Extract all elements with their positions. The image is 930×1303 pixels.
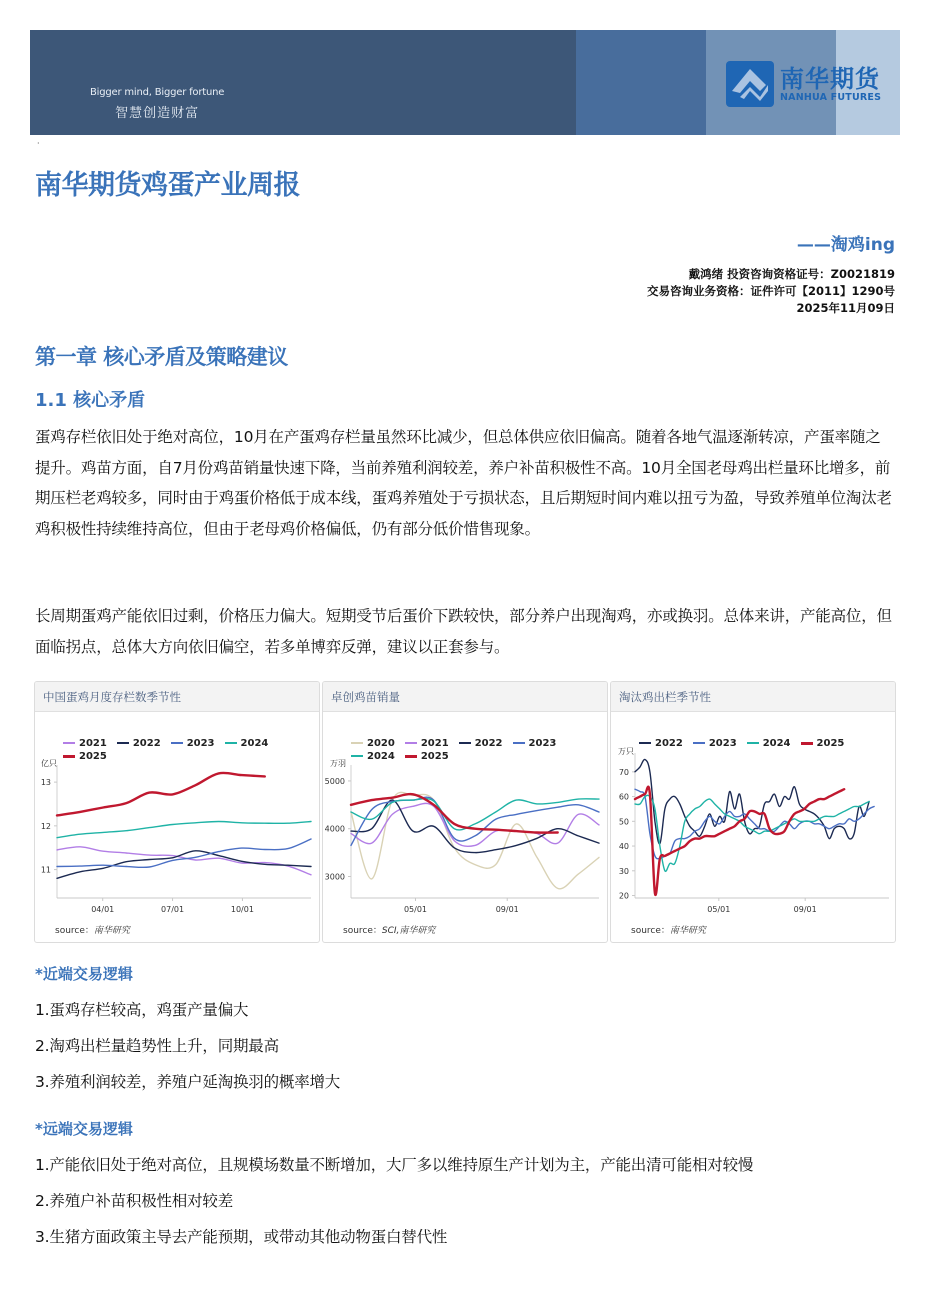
svg-text:5000: 5000 (324, 776, 345, 786)
chart-title: 淘汰鸡出栏季节性 (611, 682, 895, 712)
legend-item-2023: 2023 (171, 737, 215, 750)
legend-item-2022: 2022 (117, 737, 161, 750)
author-line: 戴鸿绪 投资咨询资格证号：Z0021819 (688, 267, 895, 281)
far-logic-item: 1.产能依旧处于绝对高位，且规模场数量不断增加，大厂多以维持原生产计划为主，产能出清可能相对较慢 (35, 1156, 754, 1174)
svg-text:07/01: 07/01 (161, 905, 185, 914)
legend-item-2020: 2020 (351, 737, 395, 750)
legend-item-2021: 2021 (63, 737, 107, 750)
svg-text:09/01: 09/01 (495, 905, 519, 914)
y-axis-unit: 万只 (618, 747, 634, 756)
legend-item-2025: 2025 (801, 737, 845, 750)
svg-text:3000: 3000 (324, 872, 345, 882)
chart-chick-sales (322, 681, 608, 943)
near-logic-item: 3.养殖利润较差，养殖户延淘换羽的概率增大 (35, 1073, 341, 1091)
legend-item-2024: 2024 (351, 750, 395, 763)
logo-text-en: NANHUA FUTURES (780, 91, 882, 103)
chart-source: source：南华研究 (55, 926, 130, 936)
chart-culled-hens (610, 681, 896, 943)
svg-text:30: 30 (618, 866, 629, 876)
chart-layer-inventory (34, 681, 320, 943)
svg-text:05/01: 05/01 (707, 905, 731, 914)
svg-text:05/01: 05/01 (403, 905, 428, 914)
y-axis-unit: 万羽 (330, 759, 346, 768)
header-banner (30, 30, 900, 135)
series-line-2021 (57, 847, 311, 875)
series-line-2024 (57, 822, 311, 838)
svg-text:11: 11 (40, 865, 51, 875)
series-line-2022 (635, 759, 869, 843)
legend-item-2024: 2024 (747, 737, 791, 750)
series-line-2023 (635, 789, 874, 859)
legend-item-2024: 2024 (225, 737, 269, 750)
line-plot (611, 713, 896, 923)
report-date: 2025年11月09日 (796, 301, 895, 315)
far-logic-item: 3.生猪方面政策主导去产能预期，或带动其他动物蛋白替代性 (35, 1228, 448, 1246)
legend-item-2022: 2022 (639, 737, 683, 750)
svg-text:10/01: 10/01 (230, 905, 254, 914)
author-info (647, 266, 895, 317)
near-logic-item: 1.蛋鸡存栏较高，鸡蛋产量偏大 (35, 1001, 249, 1019)
svg-text:12: 12 (40, 821, 51, 831)
report-subtitle: ——淘鸡ing (796, 235, 895, 255)
legend-item-2023: 2023 (693, 737, 737, 750)
svg-text:13: 13 (40, 778, 51, 788)
svg-text:50: 50 (618, 817, 629, 827)
svg-text:04/01: 04/01 (91, 905, 115, 914)
chapter-title: 第一章 核心矛盾及策略建议 (35, 345, 288, 369)
logo-mark-icon (726, 61, 774, 107)
banner-segment-dark (30, 30, 576, 135)
report-title: 南华期货鸡蛋产业周报 (35, 170, 300, 201)
license-line: 交易咨询业务资格：证件许可【2011】1290号 (646, 284, 895, 298)
slogan (90, 87, 224, 121)
logo-text-cn: 南华期货 (780, 64, 880, 93)
legend-item-2021: 2021 (405, 737, 449, 750)
near-logic-item: 2.淘鸡出栏量趋势性上升，同期最高 (35, 1037, 279, 1055)
line-plot (35, 713, 320, 923)
svg-text:4000: 4000 (324, 824, 345, 834)
chart-title: 中国蛋鸡月度存栏数季节性 (35, 682, 319, 712)
bullet-dot: · (37, 139, 40, 148)
legend-item-2023: 2023 (513, 737, 557, 750)
company-logo (726, 61, 881, 107)
y-axis-unit: 亿只 (41, 759, 57, 768)
svg-text:40: 40 (618, 842, 629, 852)
line-plot (323, 713, 608, 923)
far-logic-title: *远端交易逻辑 (35, 1120, 133, 1138)
series-line-2025 (57, 773, 265, 816)
chart-source: source：SCI,南华研究 (343, 926, 436, 936)
legend-item-2022: 2022 (459, 737, 503, 750)
far-logic-item: 2.养殖户补苗积极性相对较差 (35, 1192, 233, 1210)
svg-text:60: 60 (618, 792, 629, 802)
slogan-cn: 智慧创造财富 (115, 106, 200, 121)
legend-item-2025: 2025 (63, 750, 107, 763)
svg-text:70: 70 (618, 767, 629, 777)
banner-segment-mid (576, 30, 706, 135)
section-title: 1.1 核心矛盾 (35, 390, 146, 411)
slogan-en: Bigger mind, Bigger fortune (90, 87, 225, 98)
chart-source: source：南华研究 (631, 926, 706, 936)
paragraph-supply: 蛋鸡存栏依旧处于绝对高位，10月在产蛋鸡存栏量虽然环比减少，但总体供应依旧偏高。随着各地气温逐渐转凉，产蛋率随之提升。鸡苗方面，自7月份鸡苗销量快速下降，当前养殖利润较差，养户补苗积极性不高。10月全国老母鸡出栏量环比增多，前期压栏老鸡较多，同时由于鸡蛋价格低于成本线，蛋鸡养殖处于亏损状态，且后期短时间内难以扭亏为盈，导致养殖单位淘汰老鸡积极性持续维持高位，但由于老母鸡价格偏低，仍有部分低价惜售现象。 (35, 428, 892, 538)
svg-text:20: 20 (618, 891, 629, 901)
series-line-2021 (351, 803, 599, 846)
near-logic-title: *近端交易逻辑 (35, 965, 133, 983)
series-line-2022 (57, 851, 311, 879)
svg-text:09/01: 09/01 (793, 905, 817, 914)
legend-item-2025: 2025 (405, 750, 449, 763)
chart-row (34, 681, 896, 943)
paragraph-strategy: 长周期蛋鸡产能依旧过剩，价格压力偏大。短期受节后蛋价下跌较快，部分养户出现淘鸡，亦或换羽。总体来讲，产能高位，但面临拐点，总体大方向依旧偏空，若多单博弈反弹，建议以正套参与。 (35, 607, 892, 656)
chart-title: 卓创鸡苗销量 (323, 682, 607, 712)
series-line-2024 (635, 795, 869, 871)
